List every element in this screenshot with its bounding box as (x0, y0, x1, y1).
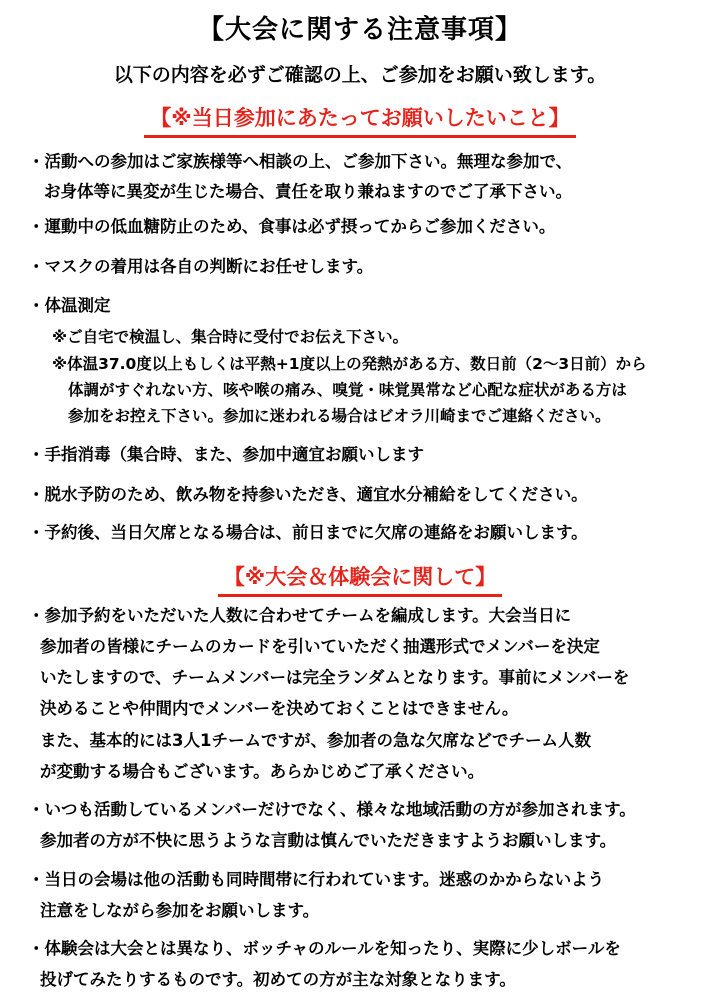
sub-note: ※ご自宅で検温し、集合時に受付でお伝え下さい。 (52, 328, 409, 346)
sub-note-continuation: 参加をお控え下さい。参加に迷われる場合はビオラ川崎までご連絡ください。 (68, 407, 611, 425)
page-title: 【大会に関する注意事項】 (197, 15, 522, 45)
sub-note: ※体温37.0度以上もしくは平熱+1度以上の発熱がある方、数日前（2～3日前）から (52, 355, 647, 373)
list-item-continuation: 決めることや仲間内でメンバーを決めておくことはできません。 (40, 699, 519, 718)
list-item: ・脱水予防のため、飲み物を持参いただき、適宜水分補給をしてください。 (28, 485, 588, 504)
list-item-continuation: 投げてみたりするものです。初めての方が主な対象となります。 (40, 970, 516, 989)
intro-text: 以下の内容を必ずご確認の上、ご参加をお願い致します。 (113, 64, 607, 86)
list-item: ・体温測定 (28, 296, 111, 315)
list-item: ・いつも活動しているメンバーだけでなく、様々な地域活動の方が参加されます。 (28, 800, 636, 819)
list-item: ・マスクの着用は各自の判断にお任せします。 (28, 257, 374, 276)
list-item: ・体験会は大会とは異なり、ボッチャのルールを知ったり、実際に少しボールを (28, 939, 621, 958)
list-item: ・手指消毒（集合時、また、参加中適宜お願いします (28, 445, 424, 464)
list-item-continuation: いたしますので、チームメンバーは完全ランダムとなります。事前にメンバーを (40, 668, 630, 687)
section-heading-label: 【※当日参加にあたってお願いしたいこと】 (144, 103, 575, 138)
section-heading-day-of (0, 103, 720, 139)
list-item-continuation: 注意をしながら参加をお願いします。 (40, 901, 320, 920)
section-heading-label: 【※大会＆体験会に関して】 (218, 562, 502, 597)
list-item: ・運動中の低血糖防止のため、食事は必ず摂ってからご参加ください。 (28, 217, 556, 236)
list-item-continuation: お身体等に異変が生じた場合、責任を取り兼ねますのでご了承下さい。 (44, 182, 572, 201)
list-item: ・活動への参加はご家族様等へ相談の上、ご参加下さい。無理な参加で、 (28, 152, 573, 171)
list-item: ・予約後、当日欠席となる場合は、前日までに欠席の連絡をお願いします。 (28, 523, 588, 542)
list-item-continuation: また、基本的には3人1チームですが、参加者の急な欠席などでチーム人数 (40, 731, 591, 750)
list-item: ・当日の会場は他の活動も同時間帯に行われています。迷惑のかからないよう (28, 870, 605, 889)
section-heading-tournament (0, 562, 720, 598)
list-item: ・参加予約をいただいた人数に合わせてチームを編成します。大会当日に (28, 606, 572, 625)
list-item-continuation: 参加者の方が不快に思うような言動は慎んでいただきますようお願いします。 (40, 831, 617, 850)
sub-note-continuation: 体調がすぐれない方、咳や喉の痛み、嗅覚・味覚異常など心配な症状がある方は (68, 381, 627, 399)
list-item-continuation: 参加者の皆様にチームのカードを引いていただく抽選形式でメンバーを決定 (40, 637, 600, 656)
list-item-continuation: が変動する場合もございます。あらかじめご了承ください。 (40, 762, 485, 781)
